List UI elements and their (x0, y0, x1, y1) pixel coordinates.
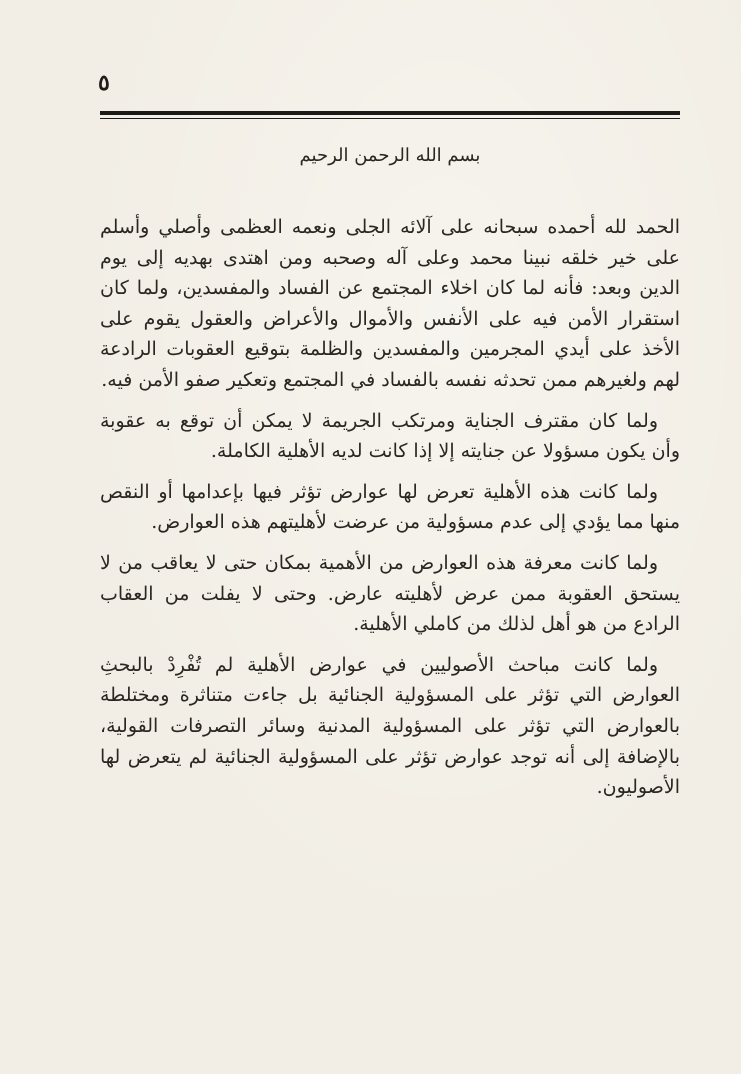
paragraph-usulis-research: ولما كانت مباحث الأصوليين في عوارض الأهلية لم تُفْرِدْ بالبحثِ العوارض التي تؤثر على المسؤولية الجنائية بل جاءت متناثرة ومختلطة بالعوارض التي تؤثر على المسؤولية المدنية وسائر التصرفات القولية، بالإضافة إلى أنه توجد عوارض تؤثر على المسؤولية الجنائية لم يتعرض لها الأصوليون. (100, 653, 680, 799)
page-number: ٥ (98, 70, 110, 96)
paragraph-perpetrator: ولما كان مقترف الجناية ومرتكب الجريمة لا يمكن أن توقع به عقوبة وأن يكون مسؤولا عن جنايته إلا إذا كانت لديه الأهلية الكاملة. (100, 409, 680, 463)
header-rule-thick (100, 111, 680, 115)
basmala-heading: بسم الله الرحمن الرحيم (299, 145, 481, 166)
paragraph-importance: ولما كانت معرفة هذه العوارض من الأهمية بمكان حتى لا يعاقب من لا يستحق العقوبة ممن عرض لأهليته عارض. وحتى لا يفلت من العقاب الرادع من هو أهل لذلك من كاملي الأهلية. (100, 551, 680, 636)
paragraph-intro: الحمد لله أحمده سبحانه على آلائه الجلى ونعمه العظمى وأصلي وأسلم على خير خلقه نبينا محمد وعلى آله وصحبه ومن اهتدى بهديه إلى يوم الدين وبعد: فأنه لما كان اخلاء المجتمع عن الفساد والمفسدين، ولما كان استقرار الأمن فيه على الأنفس والأموال والأعراض والعقول يقوم على الأخذ على أيدي المجرمين والمفسدين والظلمة بتوقيع العقوبات الرادعة لهم ولغيرهم ممن تحدثه نفسه بالفساد في المجتمع وتعكير صفو الأمن فيه. (100, 216, 680, 391)
body-text (100, 212, 680, 803)
header-rule-thin (100, 118, 680, 119)
paragraph-capacity-impediments: ولما كانت هذه الأهلية تعرض لها عوارض تؤثر فيها بإعدامها أو النقص منها مما يؤدي إلى عدم مسؤولية من عرضت لأهليتهم هذه العوارض. (100, 480, 680, 534)
